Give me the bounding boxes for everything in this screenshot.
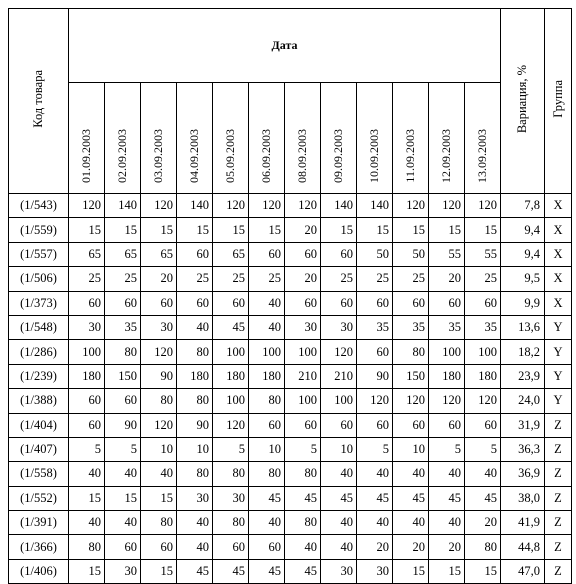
value-cell: 30 — [105, 559, 141, 583]
value-cell: 45 — [429, 486, 465, 510]
value-cell: 20 — [393, 535, 429, 559]
variation-cell: 38,0 — [501, 486, 545, 510]
value-cell: 15 — [357, 218, 393, 242]
value-cell: 65 — [105, 242, 141, 266]
value-cell: 10 — [177, 437, 213, 461]
product-code-cell: (1/404) — [9, 413, 69, 437]
product-variation-table — [8, 8, 572, 584]
value-cell: 40 — [177, 315, 213, 339]
group-cell: X — [545, 194, 572, 218]
value-cell: 60 — [285, 291, 321, 315]
date-header-label: 11.09.2003 — [403, 129, 417, 183]
table-row — [9, 291, 572, 315]
value-cell: 45 — [213, 559, 249, 583]
value-cell: 40 — [357, 511, 393, 535]
value-cell: 15 — [393, 218, 429, 242]
group-cell: Y — [545, 340, 572, 364]
product-code-cell: (1/391) — [9, 511, 69, 535]
value-cell: 30 — [213, 486, 249, 510]
value-cell: 210 — [285, 364, 321, 388]
value-cell: 45 — [285, 486, 321, 510]
product-code-cell: (1/506) — [9, 267, 69, 291]
header-variation-cell — [501, 9, 545, 194]
value-cell: 80 — [249, 389, 285, 413]
header-date-label: Дата — [69, 9, 501, 83]
value-cell: 20 — [141, 267, 177, 291]
value-cell: 60 — [321, 413, 357, 437]
table-row — [9, 413, 572, 437]
value-cell: 45 — [357, 486, 393, 510]
value-cell: 80 — [177, 389, 213, 413]
value-cell: 40 — [141, 462, 177, 486]
value-cell: 140 — [105, 194, 141, 218]
value-cell: 120 — [285, 194, 321, 218]
value-cell: 25 — [465, 267, 501, 291]
table-row — [9, 315, 572, 339]
value-cell: 15 — [141, 218, 177, 242]
table-row — [9, 340, 572, 364]
group-cell: Z — [545, 535, 572, 559]
value-cell: 40 — [177, 535, 213, 559]
table-row — [9, 194, 572, 218]
value-cell: 120 — [465, 194, 501, 218]
value-cell: 100 — [213, 340, 249, 364]
date-header-label: 12.09.2003 — [439, 129, 453, 183]
value-cell: 140 — [177, 194, 213, 218]
value-cell: 60 — [213, 535, 249, 559]
value-cell: 30 — [321, 559, 357, 583]
value-cell: 35 — [357, 315, 393, 339]
value-cell: 25 — [321, 267, 357, 291]
value-cell: 40 — [429, 462, 465, 486]
header-group-cell — [545, 9, 572, 194]
value-cell: 60 — [429, 413, 465, 437]
value-cell: 100 — [429, 340, 465, 364]
date-header-cell — [429, 83, 465, 194]
date-header-cell — [357, 83, 393, 194]
value-cell: 25 — [213, 267, 249, 291]
table-body — [9, 194, 572, 584]
date-header-cell — [321, 83, 357, 194]
value-cell: 30 — [69, 315, 105, 339]
value-cell: 60 — [393, 413, 429, 437]
date-header-label: 03.09.2003 — [151, 129, 165, 183]
value-cell: 150 — [393, 364, 429, 388]
value-cell: 5 — [357, 437, 393, 461]
value-cell: 10 — [141, 437, 177, 461]
table-row — [9, 511, 572, 535]
value-cell: 80 — [105, 340, 141, 364]
product-code-cell: (1/548) — [9, 315, 69, 339]
variation-cell: 23,9 — [501, 364, 545, 388]
date-header-cell — [249, 83, 285, 194]
value-cell: 120 — [249, 194, 285, 218]
value-cell: 60 — [249, 413, 285, 437]
value-cell: 80 — [213, 511, 249, 535]
value-cell: 50 — [393, 242, 429, 266]
value-cell: 120 — [141, 413, 177, 437]
value-cell: 20 — [465, 511, 501, 535]
value-cell: 40 — [105, 462, 141, 486]
value-cell: 40 — [393, 462, 429, 486]
value-cell: 65 — [141, 242, 177, 266]
table-row — [9, 364, 572, 388]
date-header-cell — [285, 83, 321, 194]
value-cell: 65 — [213, 242, 249, 266]
date-header-cell — [465, 83, 501, 194]
date-header-label: 13.09.2003 — [475, 129, 489, 183]
table-row — [9, 559, 572, 583]
value-cell: 100 — [285, 340, 321, 364]
value-cell: 150 — [105, 364, 141, 388]
value-cell: 5 — [105, 437, 141, 461]
value-cell: 100 — [249, 340, 285, 364]
value-cell: 15 — [249, 218, 285, 242]
value-cell: 80 — [285, 462, 321, 486]
value-cell: 90 — [141, 364, 177, 388]
date-header-row — [9, 83, 572, 194]
table-header — [9, 9, 572, 194]
value-cell: 5 — [465, 437, 501, 461]
value-cell: 15 — [141, 559, 177, 583]
date-header-label: 02.09.2003 — [115, 129, 129, 183]
value-cell: 60 — [69, 291, 105, 315]
value-cell: 30 — [177, 486, 213, 510]
value-cell: 15 — [429, 559, 465, 583]
value-cell: 35 — [393, 315, 429, 339]
variation-cell: 24,0 — [501, 389, 545, 413]
variation-cell: 41,9 — [501, 511, 545, 535]
value-cell: 55 — [429, 242, 465, 266]
value-cell: 40 — [465, 462, 501, 486]
value-cell: 40 — [249, 291, 285, 315]
value-cell: 80 — [141, 511, 177, 535]
value-cell: 15 — [465, 218, 501, 242]
value-cell: 45 — [285, 559, 321, 583]
value-cell: 120 — [429, 389, 465, 413]
value-cell: 45 — [393, 486, 429, 510]
date-header-label: 06.09.2003 — [259, 129, 273, 183]
value-cell: 40 — [69, 462, 105, 486]
date-header-label: 10.09.2003 — [367, 129, 381, 183]
variation-cell: 9,4 — [501, 242, 545, 266]
product-code-cell: (1/552) — [9, 486, 69, 510]
group-cell: Z — [545, 486, 572, 510]
variation-cell: 31,9 — [501, 413, 545, 437]
date-header-label: 08.09.2003 — [295, 129, 309, 183]
value-cell: 15 — [105, 486, 141, 510]
value-cell: 180 — [177, 364, 213, 388]
value-cell: 60 — [393, 291, 429, 315]
value-cell: 60 — [321, 242, 357, 266]
value-cell: 120 — [321, 340, 357, 364]
value-cell: 120 — [69, 194, 105, 218]
value-cell: 30 — [321, 315, 357, 339]
variation-cell: 36,9 — [501, 462, 545, 486]
value-cell: 60 — [69, 413, 105, 437]
value-cell: 100 — [213, 389, 249, 413]
value-cell: 20 — [429, 267, 465, 291]
value-cell: 120 — [141, 194, 177, 218]
value-cell: 80 — [393, 340, 429, 364]
value-cell: 180 — [429, 364, 465, 388]
value-cell: 60 — [357, 291, 393, 315]
value-cell: 45 — [465, 486, 501, 510]
table-row — [9, 462, 572, 486]
value-cell: 120 — [393, 389, 429, 413]
value-cell: 25 — [357, 267, 393, 291]
date-header-cell — [213, 83, 249, 194]
value-cell: 120 — [357, 389, 393, 413]
value-cell: 10 — [249, 437, 285, 461]
value-cell: 60 — [285, 413, 321, 437]
value-cell: 90 — [357, 364, 393, 388]
value-cell: 40 — [321, 462, 357, 486]
value-cell: 10 — [393, 437, 429, 461]
value-cell: 40 — [249, 511, 285, 535]
variation-cell: 9,9 — [501, 291, 545, 315]
group-cell: Z — [545, 511, 572, 535]
value-cell: 20 — [285, 267, 321, 291]
value-cell: 25 — [393, 267, 429, 291]
group-cell: X — [545, 218, 572, 242]
product-code-cell: (1/366) — [9, 535, 69, 559]
value-cell: 60 — [213, 291, 249, 315]
value-cell: 40 — [285, 535, 321, 559]
value-cell: 40 — [249, 315, 285, 339]
value-cell: 50 — [357, 242, 393, 266]
value-cell: 25 — [249, 267, 285, 291]
date-header-label: 09.09.2003 — [331, 129, 345, 183]
value-cell: 80 — [141, 389, 177, 413]
value-cell: 40 — [321, 511, 357, 535]
value-cell: 60 — [105, 291, 141, 315]
value-cell: 120 — [141, 340, 177, 364]
value-cell: 15 — [141, 486, 177, 510]
value-cell: 60 — [321, 291, 357, 315]
value-cell: 15 — [429, 218, 465, 242]
value-cell: 20 — [357, 535, 393, 559]
group-cell: X — [545, 291, 572, 315]
header-code-cell — [9, 9, 69, 194]
value-cell: 40 — [69, 511, 105, 535]
table-row — [9, 267, 572, 291]
value-cell: 60 — [141, 291, 177, 315]
value-cell: 180 — [213, 364, 249, 388]
product-code-cell: (1/559) — [9, 218, 69, 242]
value-cell: 180 — [69, 364, 105, 388]
value-cell: 60 — [357, 340, 393, 364]
value-cell: 5 — [69, 437, 105, 461]
date-header-cell — [69, 83, 105, 194]
value-cell: 60 — [465, 291, 501, 315]
value-cell: 25 — [177, 267, 213, 291]
variation-cell: 13,6 — [501, 315, 545, 339]
group-cell: Y — [545, 389, 572, 413]
value-cell: 40 — [177, 511, 213, 535]
value-cell: 120 — [393, 194, 429, 218]
group-cell: Z — [545, 559, 572, 583]
group-cell: X — [545, 242, 572, 266]
value-cell: 60 — [357, 413, 393, 437]
value-cell: 60 — [285, 242, 321, 266]
value-cell: 60 — [69, 389, 105, 413]
variation-cell: 47,0 — [501, 559, 545, 583]
value-cell: 35 — [429, 315, 465, 339]
value-cell: 140 — [357, 194, 393, 218]
value-cell: 40 — [357, 462, 393, 486]
product-code-cell: (1/543) — [9, 194, 69, 218]
product-code-cell: (1/407) — [9, 437, 69, 461]
variation-cell: 18,2 — [501, 340, 545, 364]
value-cell: 45 — [249, 486, 285, 510]
value-cell: 140 — [321, 194, 357, 218]
value-cell: 80 — [177, 462, 213, 486]
group-cell: X — [545, 267, 572, 291]
value-cell: 210 — [321, 364, 357, 388]
value-cell: 15 — [213, 218, 249, 242]
value-cell: 60 — [105, 389, 141, 413]
value-cell: 20 — [285, 218, 321, 242]
value-cell: 5 — [429, 437, 465, 461]
value-cell: 60 — [465, 413, 501, 437]
value-cell: 100 — [285, 389, 321, 413]
group-cell: Z — [545, 462, 572, 486]
header-group-label: Группа — [550, 80, 565, 118]
product-code-cell: (1/373) — [9, 291, 69, 315]
value-cell: 120 — [465, 389, 501, 413]
value-cell: 35 — [105, 315, 141, 339]
value-cell: 80 — [177, 340, 213, 364]
product-code-cell: (1/388) — [9, 389, 69, 413]
date-header-label: 01.09.2003 — [79, 129, 93, 183]
product-code-cell: (1/286) — [9, 340, 69, 364]
value-cell: 120 — [213, 413, 249, 437]
value-cell: 5 — [213, 437, 249, 461]
table-row — [9, 437, 572, 461]
table-row — [9, 218, 572, 242]
variation-cell: 7,8 — [501, 194, 545, 218]
value-cell: 90 — [105, 413, 141, 437]
value-cell: 15 — [393, 559, 429, 583]
variation-cell: 9,5 — [501, 267, 545, 291]
data-table-container — [8, 8, 572, 584]
date-header-cell — [105, 83, 141, 194]
value-cell: 60 — [177, 291, 213, 315]
value-cell: 45 — [177, 559, 213, 583]
value-cell: 60 — [141, 535, 177, 559]
variation-cell: 9,4 — [501, 218, 545, 242]
table-row — [9, 535, 572, 559]
table-row — [9, 486, 572, 510]
value-cell: 60 — [429, 291, 465, 315]
value-cell: 10 — [321, 437, 357, 461]
value-cell: 15 — [465, 559, 501, 583]
value-cell: 25 — [105, 267, 141, 291]
value-cell: 60 — [249, 242, 285, 266]
value-cell: 180 — [465, 364, 501, 388]
value-cell: 40 — [321, 535, 357, 559]
value-cell: 35 — [465, 315, 501, 339]
date-header-label: 04.09.2003 — [187, 129, 201, 183]
value-cell: 40 — [105, 511, 141, 535]
value-cell: 5 — [285, 437, 321, 461]
group-cell: Z — [545, 437, 572, 461]
value-cell: 120 — [429, 194, 465, 218]
value-cell: 80 — [69, 535, 105, 559]
value-cell: 80 — [249, 462, 285, 486]
value-cell: 15 — [69, 218, 105, 242]
value-cell: 65 — [69, 242, 105, 266]
value-cell: 30 — [285, 315, 321, 339]
value-cell: 20 — [429, 535, 465, 559]
value-cell: 100 — [321, 389, 357, 413]
variation-cell: 44,8 — [501, 535, 545, 559]
date-header-cell — [141, 83, 177, 194]
value-cell: 15 — [177, 218, 213, 242]
value-cell: 100 — [69, 340, 105, 364]
value-cell: 180 — [249, 364, 285, 388]
group-cell: Y — [545, 364, 572, 388]
variation-cell: 36,3 — [501, 437, 545, 461]
value-cell: 30 — [141, 315, 177, 339]
header-code-label: Код товара — [31, 70, 45, 128]
value-cell: 80 — [213, 462, 249, 486]
value-cell: 55 — [465, 242, 501, 266]
value-cell: 60 — [249, 535, 285, 559]
date-header-cell — [177, 83, 213, 194]
value-cell: 30 — [357, 559, 393, 583]
value-cell: 90 — [177, 413, 213, 437]
value-cell: 60 — [105, 535, 141, 559]
product-code-cell: (1/239) — [9, 364, 69, 388]
value-cell: 15 — [69, 559, 105, 583]
header-variation-label: Вариация, % — [515, 64, 529, 134]
group-cell: Z — [545, 413, 572, 437]
table-row — [9, 242, 572, 266]
value-cell: 45 — [213, 315, 249, 339]
value-cell: 25 — [69, 267, 105, 291]
product-code-cell: (1/557) — [9, 242, 69, 266]
value-cell: 80 — [285, 511, 321, 535]
value-cell: 15 — [69, 486, 105, 510]
value-cell: 100 — [465, 340, 501, 364]
value-cell: 15 — [105, 218, 141, 242]
date-header-cell — [393, 83, 429, 194]
value-cell: 40 — [393, 511, 429, 535]
product-code-cell: (1/558) — [9, 462, 69, 486]
value-cell: 15 — [321, 218, 357, 242]
product-code-cell: (1/406) — [9, 559, 69, 583]
value-cell: 60 — [177, 242, 213, 266]
value-cell: 120 — [213, 194, 249, 218]
group-cell: Y — [545, 315, 572, 339]
value-cell: 40 — [429, 511, 465, 535]
value-cell: 45 — [321, 486, 357, 510]
value-cell: 80 — [465, 535, 501, 559]
table-row — [9, 389, 572, 413]
date-header-label: 05.09.2003 — [223, 129, 237, 183]
value-cell: 45 — [249, 559, 285, 583]
